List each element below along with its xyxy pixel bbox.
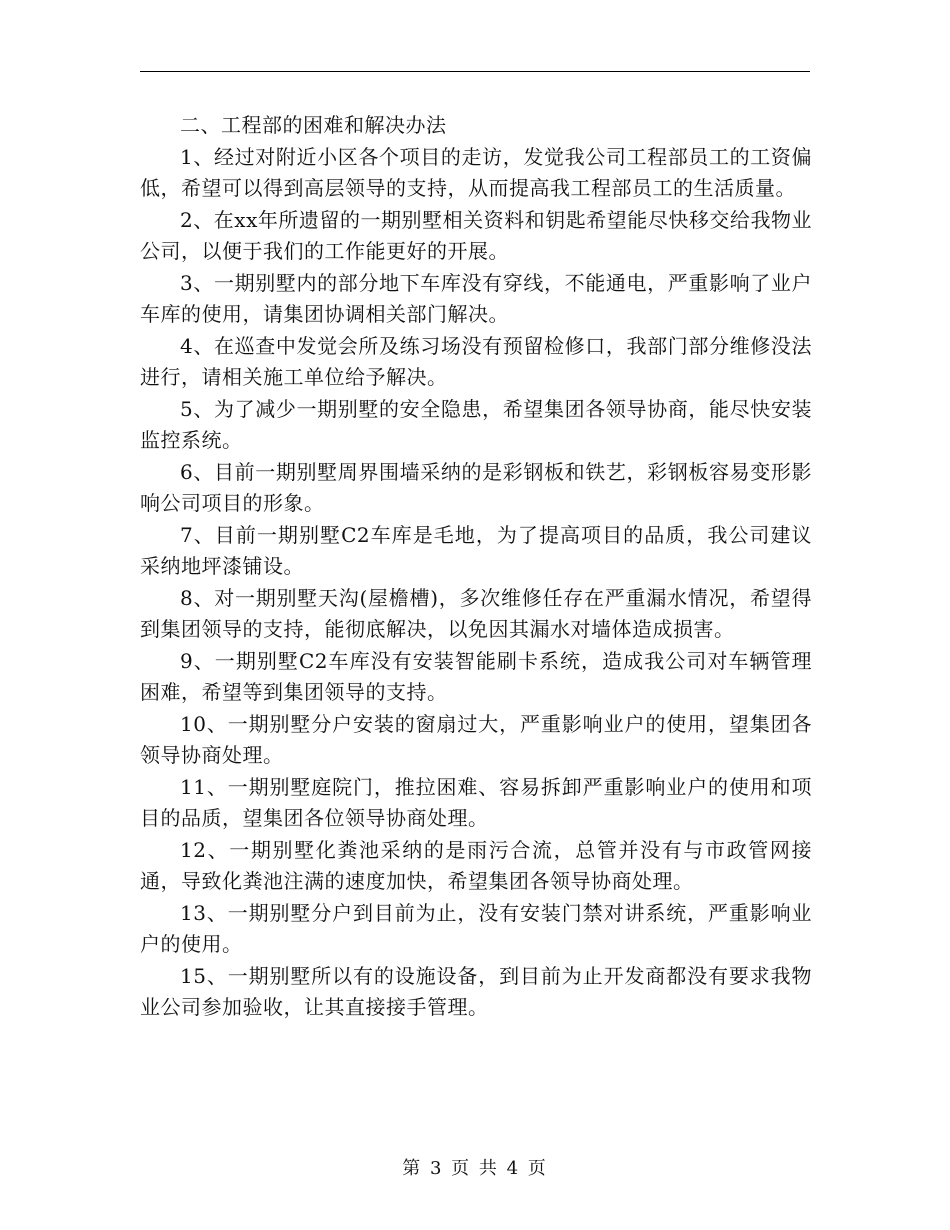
paragraph-item-4: 4、在巡查中发觉会所及练习场没有预留检修口，我部门部分维修没法进行，请相关施工单位给予解决。 [140,333,812,389]
header-rule [140,71,810,72]
paragraph-item-11: 11、一期别墅庭院门，推拉困难、容易拆卸严重影响业户的使用和项目的品质，望集团各位领导协商处理。 [140,774,812,830]
paragraph-item-3: 3、一期别墅内的部分地下车库没有穿线，不能通电，严重影响了业户车库的使用，请集团协调相关部门解决。 [140,270,812,326]
paragraph-item-7: 7、目前一期别墅C2车库是毛地，为了提高项目的品质，我公司建议采纳地坪漆铺设。 [140,522,812,578]
paragraph-item-9: 9、一期别墅C2车库没有安装智能刷卡系统，造成我公司对车辆管理困难，希望等到集团领导的支持。 [140,648,812,704]
paragraph-item-6: 6、目前一期别墅周界围墙采纳的是彩钢板和铁艺，彩钢板容易变形影响公司项目的形象。 [140,459,812,515]
paragraph-item-2: 2、在xx年所遗留的一期别墅相关资料和钥匙希望能尽快移交给我物业公司，以便于我们的工作能更好的开展。 [140,207,812,263]
paragraph-item-8: 8、对一期别墅天沟(屋檐槽)，多次维修任存在严重漏水情况，希望得到集团领导的支持，能彻底解决，以免因其漏水对墙体造成损害。 [140,585,812,641]
paragraph-item-10: 10、一期别墅分户安装的窗扇过大，严重影响业户的使用，望集团各领导协商处理。 [140,711,812,767]
paragraph-item-5: 5、为了减少一期别墅的安全隐患，希望集团各领导协商，能尽快安装监控系统。 [140,396,812,452]
paragraph-item-1: 1、经过对附近小区各个项目的走访，发觉我公司工程部员工的工资偏低，希望可以得到高层领导的支持，从而提高我工程部员工的生活质量。 [140,144,812,200]
paragraph-item-15: 15、一期别墅所以有的设施设备，到目前为止开发商都没有要求我物业公司参加验收，让其直接接手管理。 [140,963,812,1019]
paragraph-item-12: 12、一期别墅化粪池采纳的是雨污合流，总管并没有与市政管网接通，导致化粪池注满的速度加快，希望集团各领导协商处理。 [140,837,812,893]
page-number-footer: 第 3 页 共 4 页 [402,1158,548,1179]
paragraph-item-13: 13、一期别墅分户到目前为止，没有安装门禁对讲系统，严重影响业户的使用。 [140,900,812,956]
section-heading: 二、工程部的困难和解决办法 [180,113,447,137]
document-body [140,110,812,1024]
